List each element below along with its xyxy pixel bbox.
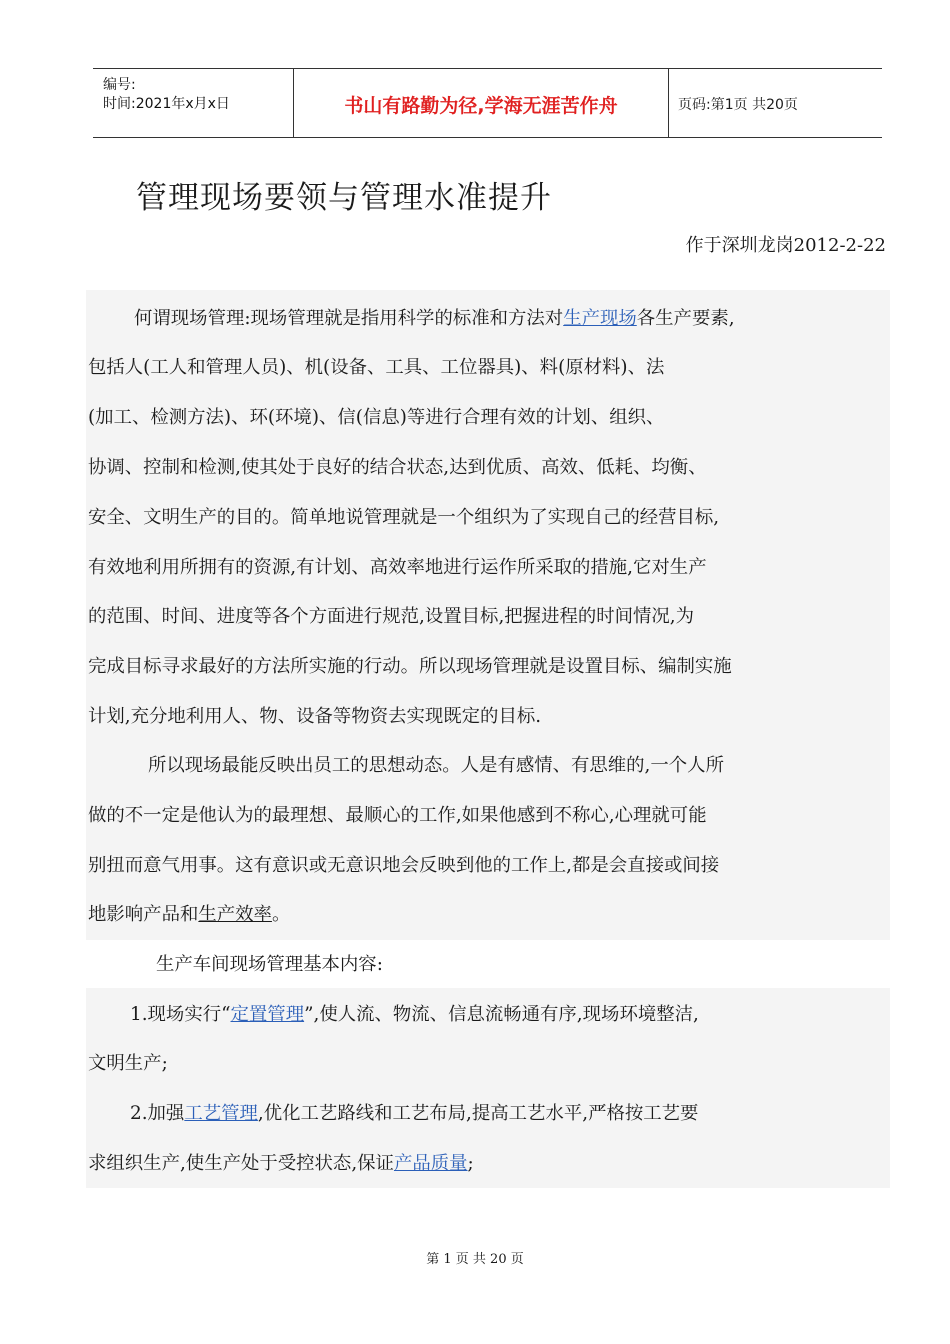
para1-line-5: 安全、文明生产的目的。简单地说管理就是一个组织为了实现自己的经营目标, [88, 507, 720, 528]
header-page-info: 页码:第1页 共20页 [678, 97, 798, 113]
para1-line-6: 有效地利用所拥有的资源,有计划、高效率地进行运作所采取的措施,它对生产 [88, 557, 707, 578]
item1-line-1 [130, 1002, 699, 1028]
document-header [93, 68, 882, 138]
section-heading: 生产车间现场管理基本内容: [156, 954, 383, 975]
item2-line-2 [88, 1151, 474, 1177]
para1-line-1 [134, 306, 735, 332]
para2-line-2: 做的不一定是他认为的最理想、最顺心的工作,如果他感到不称心,心理就可能 [88, 805, 707, 826]
item1-text: 1.现场实行“ [130, 1004, 231, 1025]
para1-line-4: 协调、控制和检测,使其处于良好的结合状态,达到优质、高效、低耗、均衡、 [88, 457, 707, 478]
link-production-site[interactable]: 生产现场 [563, 308, 637, 329]
para1-line-3: (加工、检测方法)、环(环境)、信(信息)等进行合理有效的计划、组织、 [88, 407, 665, 428]
page-title: 管理现场要领与管理水准提升 [136, 180, 552, 216]
link-product-quality[interactable]: 产品质量 [393, 1153, 468, 1174]
para1-line-8: 完成目标寻求最好的方法所实施的行动。所以现场管理就是设置目标、编制实施 [88, 656, 732, 677]
time-label: 时间:2021年x月x日 [103, 96, 230, 112]
para1-line-2: 包括人(工人和管理人员)、机(设备、工具、工位器具)、料(原材料)、法 [88, 357, 665, 378]
author-line: 作于深圳龙岗2012-2-22 [685, 235, 886, 256]
header-page-cell [668, 69, 882, 137]
para2-line-1: 所以现场最能反映出员工的思想动态。人是有感情、有思维的,一个人所 [148, 755, 724, 776]
para1-text: 各生产要素, [636, 308, 735, 329]
link-fixed-position-management[interactable]: 定置管理 [230, 1004, 305, 1025]
para2-text: 地影响产品和 [88, 904, 199, 925]
header-left-cell [93, 69, 293, 137]
item2-text: ; [467, 1153, 474, 1174]
link-process-management[interactable]: 工艺管理 [184, 1103, 258, 1124]
item1-text: ”,使人流、物流、信息流畅通有序,现场环境整洁, [304, 1004, 699, 1025]
item2-line-1 [130, 1101, 698, 1127]
para2-line-4 [88, 902, 290, 928]
header-motto-cell [293, 69, 669, 137]
para1-line-7: 的范围、时间、进度等各个方面进行规范,设置目标,把握进程的时间情况,为 [88, 606, 695, 627]
para1-line-9: 计划,充分地利用人、物、设备等物资去实现既定的目标. [88, 706, 542, 727]
item2-text: ,优化工艺路线和工艺布局,提高工艺水平,严格按工艺要 [257, 1103, 699, 1124]
item2-text: 求组织生产,使生产处于受控状态,保证 [88, 1153, 394, 1174]
motto: 书山有路勤为径,学海无涯苦作舟 [344, 95, 618, 117]
number-label: 编号: [103, 77, 136, 93]
page-footer: 第 1 页 共 20 页 [426, 1252, 524, 1267]
item1-line-2: 文明生产; [88, 1053, 168, 1074]
link-production-efficiency[interactable]: 生产效率 [198, 904, 272, 925]
para1-text: 何谓现场管理:现场管理就是指用科学的标准和方法对 [134, 308, 564, 329]
para2-line-3: 别扭而意气用事。这有意识或无意识地会反映到他的工作上,都是会直接或间接 [88, 855, 720, 876]
item2-text: 2.加强 [130, 1103, 185, 1124]
para2-text: 。 [271, 904, 291, 925]
